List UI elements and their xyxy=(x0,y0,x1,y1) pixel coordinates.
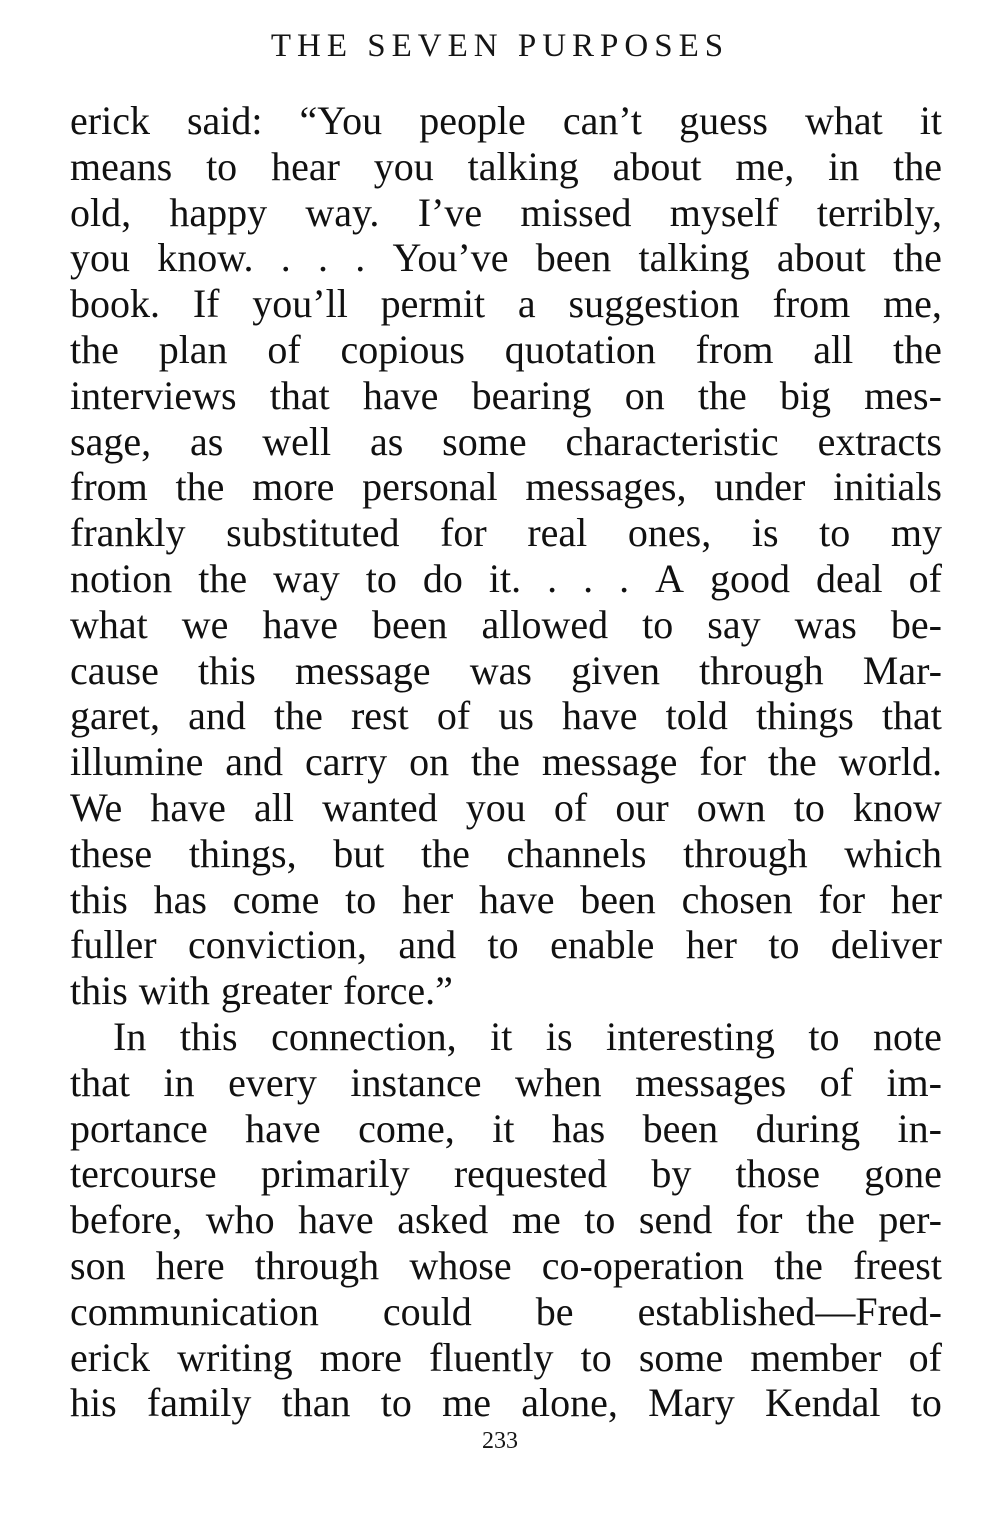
text-line: sage, as well as some characteristic extracts xyxy=(70,418,942,464)
text-line: that in every instance when messages of im- xyxy=(70,1059,942,1105)
text-line: book. If you’ll permit a suggestion from me, xyxy=(70,281,942,327)
text-line: what we have been allowed to say was be- xyxy=(70,601,942,647)
text-line: frankly substituted for real ones, is to my xyxy=(70,510,942,556)
text-line: portance have come, it has been during in- xyxy=(70,1105,942,1151)
text-line: before, who have asked me to send for the per- xyxy=(70,1197,942,1243)
text-line: erick writing more fluently to some member of xyxy=(70,1334,942,1380)
text-line: In this connection, it is interesting to note xyxy=(113,1013,942,1059)
text-line: We have all wanted you of our own to know xyxy=(70,784,942,830)
text-line: notion the way to do it. . . . A good deal of xyxy=(70,555,942,601)
text-line: son here through whose co-operation the freest xyxy=(70,1242,942,1288)
text-line: interviews that have bearing on the big mes- xyxy=(70,372,942,418)
text-line: means to hear you talking about me, in the xyxy=(70,143,942,189)
page-number: 233 xyxy=(482,1428,518,1454)
text-line: these things, but the channels through which xyxy=(70,830,942,876)
text-line: the plan of copious quotation from all the xyxy=(70,326,942,372)
text-line: cause this message was given through Mar- xyxy=(70,647,942,693)
text-line: garet, and the rest of us have told things that xyxy=(70,693,942,739)
text-line: fuller conviction, and to enable her to deliver xyxy=(70,922,942,968)
running-head: THE SEVEN PURPOSES xyxy=(270,28,730,64)
text-line: this with greater force.” xyxy=(70,968,453,1014)
text-line: this has come to her have been chosen for her xyxy=(70,876,942,922)
text-line: illumine and carry on the message for the world. xyxy=(70,739,942,785)
text-line: you know. . . . You’ve been talking about the xyxy=(70,235,942,281)
text-line: from the more personal messages, under initials xyxy=(70,464,942,510)
text-line: his family than to me alone, Mary Kendal to xyxy=(70,1380,942,1426)
text-line: communication could be established—Fred- xyxy=(70,1288,942,1334)
text-line: tercourse primarily requested by those gone xyxy=(70,1151,942,1197)
text-line: old, happy way. I’ve missed myself terribly, xyxy=(70,189,942,235)
page-body xyxy=(70,98,942,1426)
text-line: erick said: “You people can’t guess what it xyxy=(70,98,942,143)
